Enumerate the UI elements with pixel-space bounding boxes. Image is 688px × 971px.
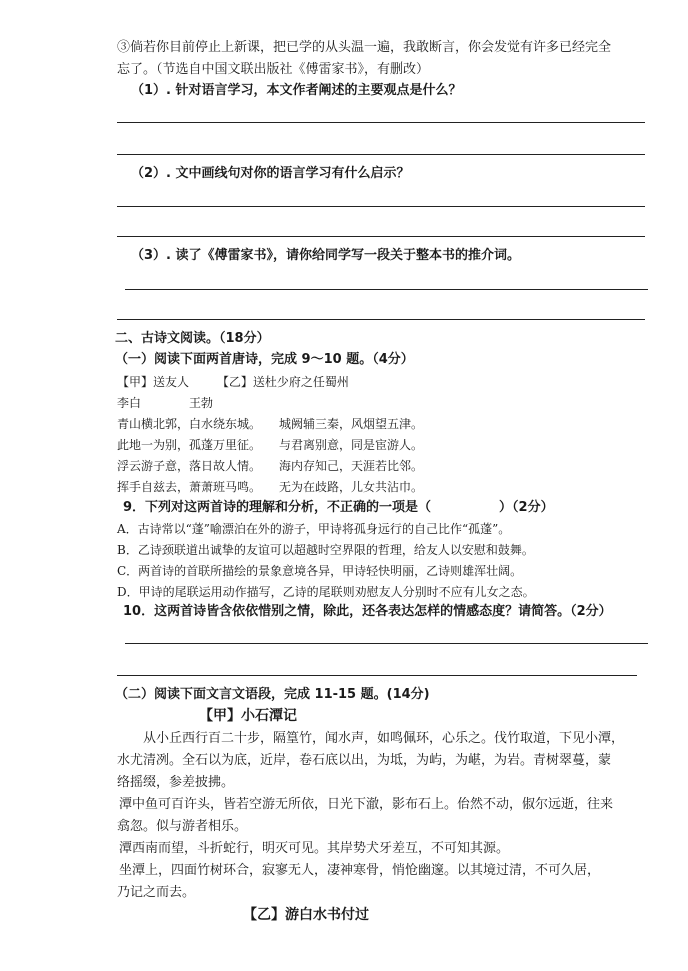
answer-line xyxy=(125,289,648,290)
answer-line xyxy=(117,122,645,123)
question-9-text: 9．下列对这两首诗的理解和分析，不正确的一项是（ xyxy=(123,500,432,515)
passage-yi-title: 【乙】游白水书付过 xyxy=(243,907,369,923)
part1-title: （一）阅读下面两首唐诗，完成 9～10 题。（4分） xyxy=(115,352,414,367)
jia-line: 坐潭上，四面竹树环合，寂寥无人，凄神寒骨，悄怆幽邃。以其境过清，不可久居， xyxy=(119,863,601,878)
poem-line: 挥手自兹去，萧萧班马鸣。 无为在歧路，儿女共沾巾。 xyxy=(117,480,424,494)
part2-title: （二）阅读下面文言文语段，完成 11-15 题。(14分) xyxy=(115,687,430,702)
poem-line: 此地一为别，孤蓬万里征。 与君离别意，同是宦游人。 xyxy=(117,438,424,452)
jia-line: 从小丘西行百二十步，隔篁竹，闻水声，如鸣佩环，心乐之。伐竹取道，下见小潭， xyxy=(143,731,625,746)
question-2: （2）. 文中画线句对你的语言学习有什么启示？ xyxy=(131,166,410,181)
question-10: 10．这两首诗皆含依依惜别之情，除此，还各表达怎样的情感态度？请简答。（2分） xyxy=(123,604,612,619)
question-9 xyxy=(123,500,554,516)
answer-line xyxy=(117,236,645,237)
passage-jia-title: 【甲】小石潭记 xyxy=(199,708,297,724)
option-d: D．甲诗的尾联运用动作描写，乙诗的尾联则劝慰友人分别时不应有儿女之态。 xyxy=(117,585,535,599)
answer-line xyxy=(117,675,637,676)
answer-line xyxy=(117,319,645,320)
option-b: B．乙诗颈联道出诚挚的友谊可以超越时空界限的哲理，给友人以安慰和鼓舞。 xyxy=(117,543,534,557)
poem-line: 浮云游子意，落日故人情。 海内存知己，天涯若比邻。 xyxy=(117,459,424,473)
answer-line xyxy=(117,154,645,155)
passage-line: ③倘若你目前停止上新课，把已学的从头温一遍，我敢断言，你会发觉有许多已经完全 xyxy=(117,40,612,55)
section-title: 二、古诗文阅读。（18分） xyxy=(115,331,270,346)
poem-titles: 【甲】送友人 【乙】送杜少府之任蜀州 xyxy=(117,375,349,389)
jia-line: 络摇缀，参差披拂。 xyxy=(117,775,235,790)
answer-line xyxy=(117,206,645,207)
jia-line: 潭中鱼可百许头，皆若空游无所依，日光下澈，影布石上。佁然不动，俶尔远逝，往来 xyxy=(119,797,614,812)
jia-line: 水尤清冽。全石以为底，近岸，卷石底以出，为坻，为屿，为嵁，为岩。青树翠蔓，蒙 xyxy=(117,753,612,768)
poem-authors: 李白 王勃 xyxy=(117,396,214,410)
option-c: C．两首诗的首联所描绘的景象意境各异，甲诗轻快明丽，乙诗则雄浑壮阔。 xyxy=(117,564,523,578)
question-9-tail: ）（2分） xyxy=(499,500,554,515)
jia-line: 翕忽。似与游者相乐。 xyxy=(117,819,248,834)
question-1: （1）. 针对语言学习，本文作者阐述的主要观点是什么？ xyxy=(131,83,462,98)
option-a: A．古诗常以“蓬”喻漂泊在外的游子，甲诗将孤身远行的自己比作“孤蓬”。 xyxy=(117,522,511,536)
jia-line: 乃记之而去。 xyxy=(117,885,196,900)
poem-line: 青山横北郭，白水绕东城。 城阙辅三秦，风烟望五津。 xyxy=(117,417,424,431)
passage-line: 忘了。（节选自中国文联出版社《傅雷家书》，有删改） xyxy=(117,62,430,77)
answer-line xyxy=(125,643,648,644)
jia-line: 潭西南而望，斗折蛇行，明灭可见。其岸势犬牙差互，不可知其源。 xyxy=(119,841,510,856)
question-3: （3）. 读了《傅雷家书》，请你给同学写一段关于整本书的推介词。 xyxy=(131,248,521,263)
